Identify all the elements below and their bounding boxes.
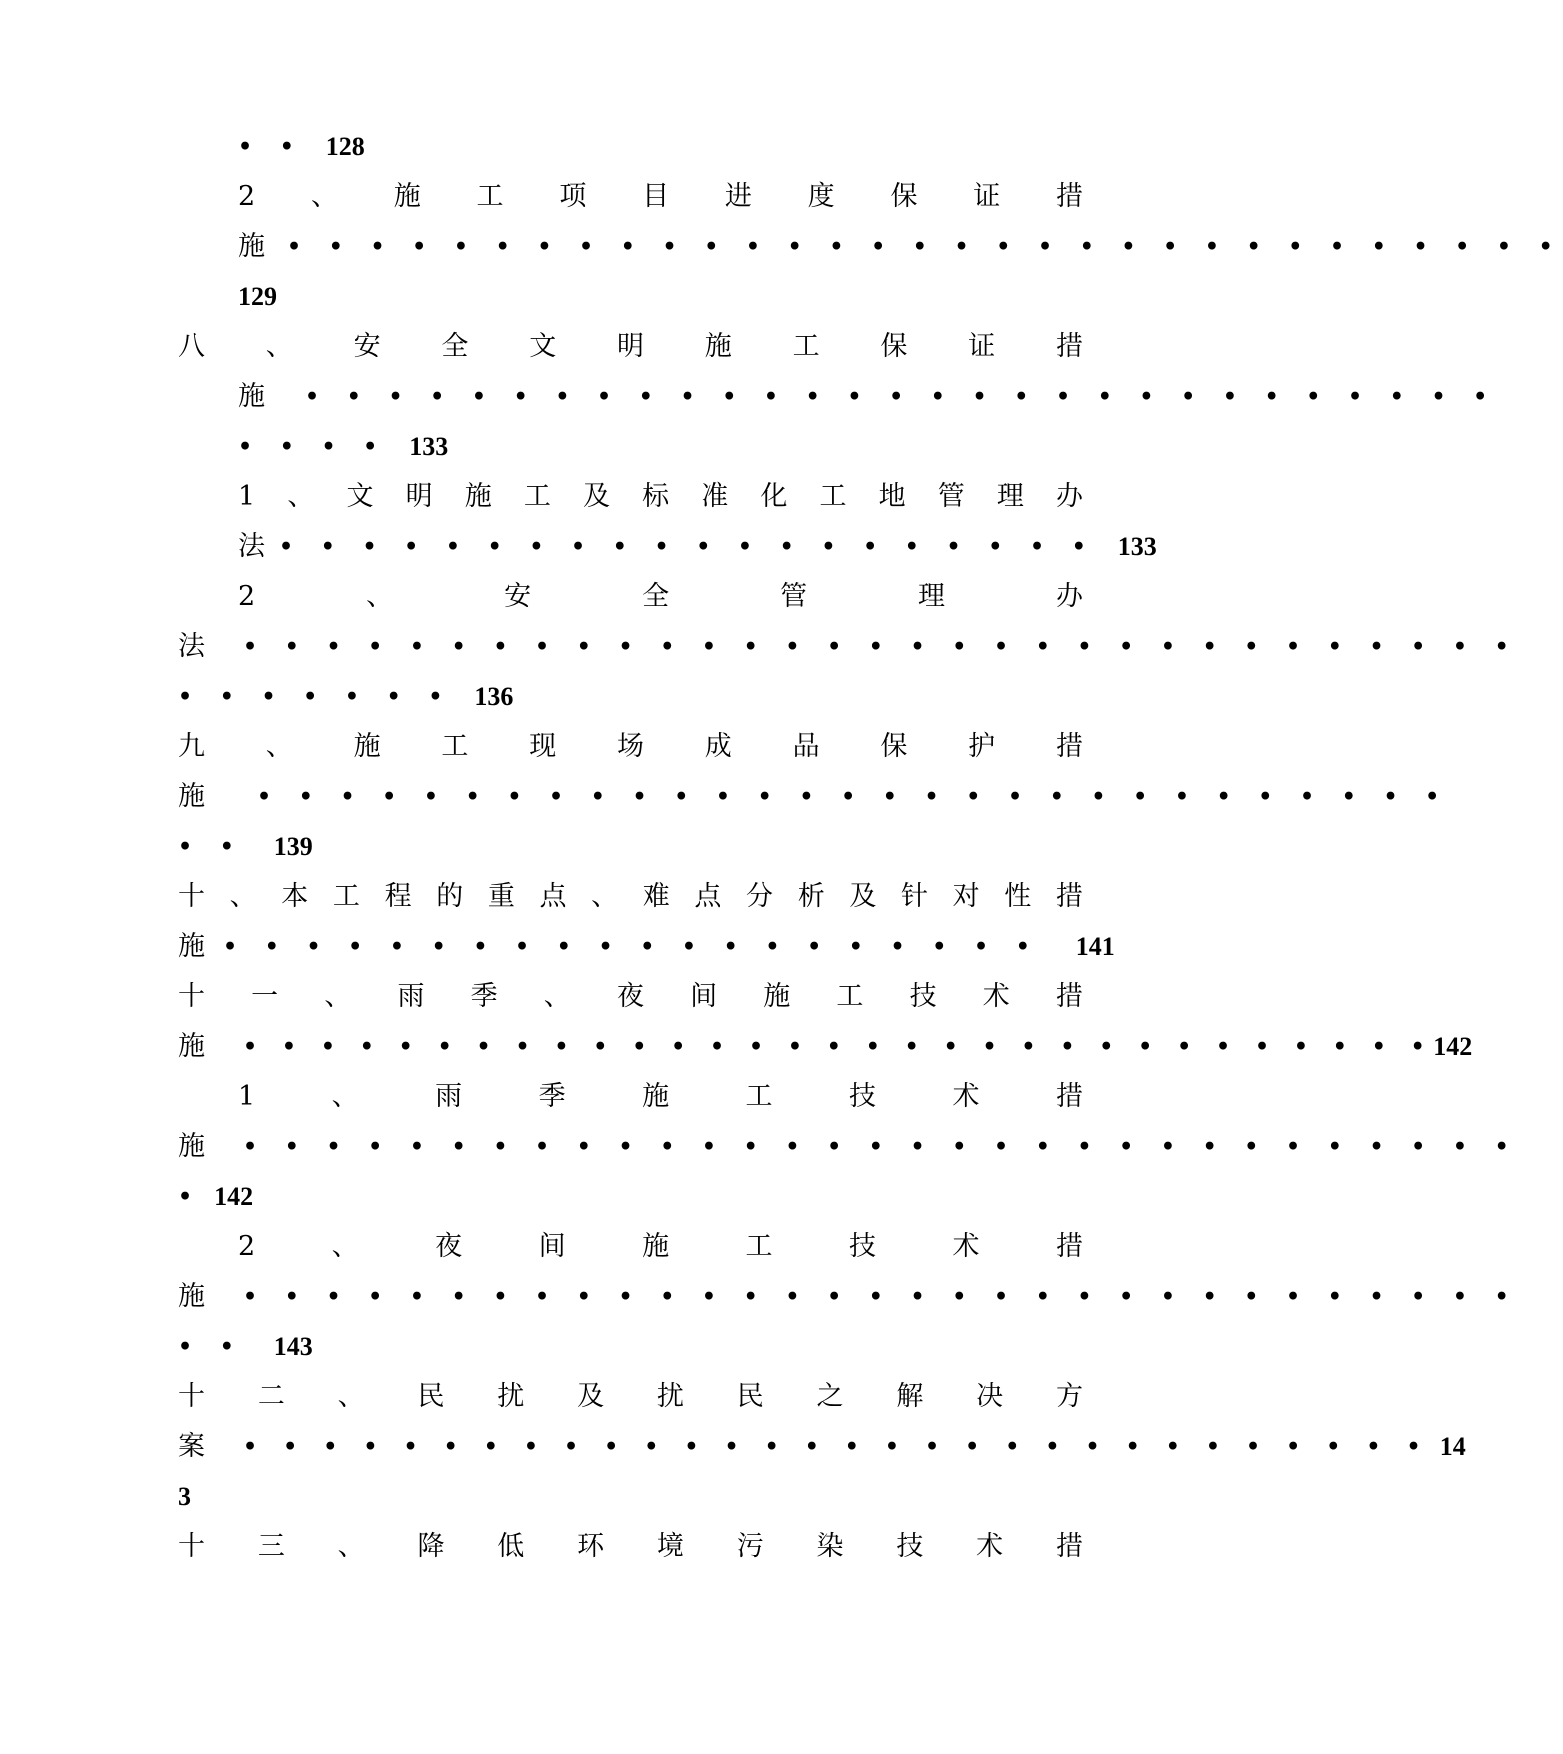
toc-char: 施: [178, 781, 205, 812]
toc-leader-dots: • •: [238, 134, 304, 160]
toc-char: 十: [178, 881, 205, 912]
toc-char: 难: [642, 881, 670, 912]
toc-leader-dots: • • • • • • •: [178, 684, 453, 710]
toc-leader-dots: • • • • • • • • • • • • • • • • • • • • • • • • • • • • • • •: [243, 1284, 1519, 1310]
toc-continuation-line: [238, 422, 1083, 472]
toc-char: 工: [476, 181, 504, 212]
toc-char: 进: [724, 181, 752, 212]
toc-page-number[interactable]: 142: [1433, 1032, 1473, 1061]
toc-char: 施: [238, 231, 265, 262]
toc-leader-dots: • • • • • • • • • • • • • • • • • • • • • • • • • • • • • • •: [243, 1034, 1434, 1060]
toc-entry-title-line[interactable]: [178, 322, 1083, 372]
toc-leader-line: [238, 522, 1157, 572]
toc-page-number[interactable]: 133: [409, 432, 449, 461]
toc-continuation-line: [238, 122, 1083, 172]
toc-char: 、: [229, 881, 257, 912]
toc-char: 民: [417, 1381, 445, 1412]
toc-char: 全: [441, 331, 469, 362]
toc-char: 管: [780, 581, 808, 612]
toc-char: 全: [642, 581, 670, 612]
toc-leader-line: [238, 222, 1563, 272]
toc-char: 成: [704, 731, 732, 762]
toc-page-number[interactable]: 14: [1439, 1432, 1466, 1461]
toc-char: 技: [849, 1231, 876, 1262]
toc-char: 雨: [435, 1081, 463, 1112]
toc-char: 2: [238, 1231, 256, 1262]
toc-char: 项: [559, 181, 587, 212]
toc-char: 技: [909, 981, 937, 1012]
toc-char: 、: [287, 481, 315, 512]
toc-char: 措: [1055, 1231, 1083, 1262]
toc-char: 工: [819, 481, 847, 512]
toc-char: 一: [251, 981, 279, 1012]
toc-char: 办: [1055, 481, 1083, 512]
toc-char: 扰: [497, 1381, 525, 1412]
toc-continuation-line: [178, 822, 1083, 872]
toc-char: 施: [393, 181, 421, 212]
toc-char: 措: [1055, 981, 1083, 1012]
toc-leader-dots: • • • • • • • • • • • • • • • • • • • •: [223, 934, 1040, 960]
toc-entry-title-line[interactable]: [178, 1372, 1083, 1422]
toc-entry-title-line[interactable]: [178, 872, 1083, 922]
toc-char: 技: [849, 1081, 876, 1112]
toc-char: 性: [1004, 881, 1032, 912]
toc-char: 品: [792, 731, 820, 762]
toc-char: 目: [642, 181, 670, 212]
toc-char: 准: [701, 481, 729, 512]
toc-char: 安: [504, 581, 532, 612]
toc-char: 、: [366, 581, 394, 612]
toc-char: 措: [1056, 181, 1083, 212]
toc-char: 九: [178, 731, 205, 762]
toc-char: 术: [982, 981, 1010, 1012]
toc-leader-dots: • •: [178, 834, 244, 860]
toc-char: 、: [543, 981, 571, 1012]
toc-char: 及: [577, 1381, 605, 1412]
toc-leader-line: [178, 622, 1519, 672]
toc-char: 十: [178, 981, 205, 1012]
toc-char: 术: [976, 1531, 1004, 1562]
toc-char: 工: [745, 1231, 773, 1262]
toc-char: 民: [736, 1381, 764, 1412]
toc-leader-dots: • • • • • • • • • • • • • • • • • • • •: [279, 534, 1096, 560]
toc-char: 二: [257, 1381, 285, 1412]
toc-char: 夜: [616, 981, 644, 1012]
toc-char: 施: [642, 1231, 670, 1262]
toc-char: 、: [337, 1381, 365, 1412]
toc-char: 措: [1055, 881, 1083, 912]
toc-char: 点: [694, 881, 722, 912]
toc-leader-line: [178, 1122, 1519, 1172]
toc-char: 理: [918, 581, 946, 612]
toc-char: 标: [642, 481, 670, 512]
toc-char: 1: [238, 481, 256, 512]
toc-char: 重: [487, 881, 515, 912]
toc-char: 对: [952, 881, 980, 912]
toc-char: 措: [1055, 331, 1083, 362]
toc-page-number[interactable]: 3: [178, 1482, 191, 1511]
toc-char: 明: [405, 481, 433, 512]
toc-leader-dots: •: [178, 1184, 203, 1210]
toc-char: 染: [816, 1531, 844, 1562]
toc-page-number[interactable]: 128: [325, 132, 365, 161]
toc-char: 技: [896, 1531, 924, 1562]
toc-page-number[interactable]: 133: [1117, 532, 1157, 561]
toc-char: 施: [763, 981, 791, 1012]
toc-char: 、: [331, 1231, 359, 1262]
toc-continuation-line: [178, 1322, 1083, 1372]
toc-char: 决: [976, 1381, 1004, 1412]
toc-char: 及: [849, 881, 877, 912]
toc-char: 措: [1055, 731, 1083, 762]
toc-continuation-line: [238, 272, 1083, 322]
toc-leader-line: [178, 922, 1115, 972]
toc-char: 、: [337, 1531, 365, 1562]
toc-char: 分: [746, 881, 774, 912]
toc-char: 措: [1055, 1081, 1083, 1112]
toc-page-number[interactable]: 142: [214, 1182, 254, 1211]
toc-char: 2: [238, 581, 256, 612]
toc-char: 境: [656, 1531, 684, 1562]
toc-char: 1: [238, 1081, 256, 1112]
toc-char: 施: [642, 1081, 670, 1112]
toc-leader-line: [178, 1272, 1519, 1322]
toc-leader-dots: • • • • • • • • • • • • • • • • • • • • • • • • • • • • •: [305, 384, 1498, 410]
toc-leader-line: [178, 1022, 1473, 1072]
toc-page-number[interactable]: 129: [238, 282, 277, 311]
toc-char: 方: [1055, 1381, 1083, 1412]
toc-char: 施: [178, 1031, 205, 1062]
toc-char: 针: [900, 881, 928, 912]
toc-char: 文: [346, 481, 374, 512]
toc-char: 低: [497, 1531, 525, 1562]
toc-char: 、: [265, 731, 293, 762]
toc-char: 、: [265, 331, 293, 362]
toc-char: 度: [807, 181, 835, 212]
toc-char: 工: [836, 981, 864, 1012]
toc-entry-title-line[interactable]: [178, 1522, 1083, 1572]
toc-char: 证: [973, 181, 1001, 212]
toc-char: 扰: [656, 1381, 684, 1412]
toc-char: 施: [178, 1131, 205, 1162]
toc-leader-dots: • • • •: [238, 434, 388, 460]
toc-char: 三: [257, 1531, 285, 1562]
toc-leader-dots: • • • • • • • • • • • • • • • • • • • • • • • • • • • • • • •: [287, 234, 1563, 260]
toc-char: 降: [417, 1531, 445, 1562]
toc-char: 场: [616, 731, 644, 762]
toc-char: 法: [238, 531, 265, 562]
toc-continuation-line: [178, 1172, 1083, 1222]
toc-entry-title-line[interactable]: [238, 1222, 1083, 1272]
toc-char: 保: [890, 181, 918, 212]
toc-char: 季: [538, 1081, 566, 1112]
toc-char: 措: [1055, 1531, 1083, 1562]
toc-continuation-line: [178, 672, 1083, 722]
toc-entry-title-line[interactable]: [178, 722, 1083, 772]
toc-char: 的: [436, 881, 464, 912]
toc-page-number[interactable]: 143: [273, 1332, 313, 1361]
toc-char: 八: [178, 331, 205, 362]
toc-char: 施: [704, 331, 732, 362]
toc-char: 、: [310, 181, 338, 212]
toc-leader-dots: • •: [178, 1334, 244, 1360]
toc-leader-line: [238, 372, 1498, 422]
toc-continuation-line: [178, 1472, 1083, 1522]
toc-char: 化: [760, 481, 788, 512]
toc-char: 施: [238, 381, 265, 412]
toc-char: 保: [880, 731, 908, 762]
toc-char: 解: [896, 1381, 924, 1412]
toc-entry-title-line[interactable]: [178, 972, 1083, 1022]
toc-leader-line: [178, 1422, 1466, 1472]
toc-char: 文: [529, 331, 557, 362]
toc-char: 工: [332, 881, 360, 912]
toc-char: 雨: [397, 981, 425, 1012]
toc-char: 程: [384, 881, 412, 912]
toc-entry-title-line[interactable]: [238, 1072, 1083, 1122]
toc-char: 施: [464, 481, 492, 512]
toc-char: 现: [529, 731, 557, 762]
toc-char: 地: [878, 481, 906, 512]
toc-char: 工: [523, 481, 551, 512]
toc-char: 案: [178, 1431, 205, 1462]
toc-char: 十: [178, 1381, 205, 1412]
toc-entry-title-line[interactable]: [238, 472, 1083, 522]
toc-char: 护: [968, 731, 996, 762]
toc-leader-dots: • • • • • • • • • • • • • • • • • • • • • • • • • • • • • • •: [243, 1134, 1519, 1160]
toc-char: 本: [281, 881, 309, 912]
toc-char: 、: [331, 1081, 359, 1112]
toc-char: 证: [968, 331, 996, 362]
toc-leader-line: [178, 772, 1450, 822]
toc-char: 理: [996, 481, 1024, 512]
toc-char: 、: [591, 881, 619, 912]
toc-page-number[interactable]: 141: [1075, 932, 1115, 961]
toc-char: 术: [952, 1081, 980, 1112]
toc-char: 工: [745, 1081, 773, 1112]
toc-char: 之: [816, 1381, 844, 1412]
toc-page-number[interactable]: 136: [474, 682, 514, 711]
toc-char: 明: [616, 331, 644, 362]
toc-char: 季: [470, 981, 498, 1012]
toc-char: 间: [690, 981, 718, 1012]
toc-char: 十: [178, 1531, 205, 1562]
toc-char: 术: [952, 1231, 980, 1262]
toc-char: 工: [792, 331, 820, 362]
toc-char: 环: [577, 1531, 605, 1562]
toc-char: 、: [324, 981, 352, 1012]
toc-entry-title-line[interactable]: [238, 572, 1083, 622]
toc-leader-dots: • • • • • • • • • • • • • • • • • • • • • • • • • • • • •: [257, 784, 1450, 810]
toc-leader-dots: • • • • • • • • • • • • • • • • • • • • • • • • • • • • • •: [243, 1434, 1430, 1460]
toc-char: 施: [178, 1281, 205, 1312]
toc-char: 保: [880, 331, 908, 362]
toc-char: 工: [441, 731, 469, 762]
toc-char: 点: [539, 881, 567, 912]
toc-char: 2: [238, 181, 256, 212]
toc-char: 管: [937, 481, 965, 512]
toc-page-number[interactable]: 139: [273, 832, 313, 861]
toc-char: 施: [353, 731, 381, 762]
toc-char: 办: [1056, 581, 1083, 612]
toc-leader-dots: • • • • • • • • • • • • • • • • • • • • • • • • • • • • • • •: [243, 634, 1519, 660]
toc-char: 污: [736, 1531, 764, 1562]
toc-char: 施: [178, 931, 205, 962]
toc-char: 析: [797, 881, 825, 912]
toc-entry-title-line[interactable]: [238, 172, 1083, 222]
toc-char: 间: [538, 1231, 566, 1262]
toc-char: 夜: [435, 1231, 463, 1262]
toc-char: 安: [353, 331, 381, 362]
toc-char: 及: [582, 481, 610, 512]
toc-char: 法: [178, 631, 205, 662]
